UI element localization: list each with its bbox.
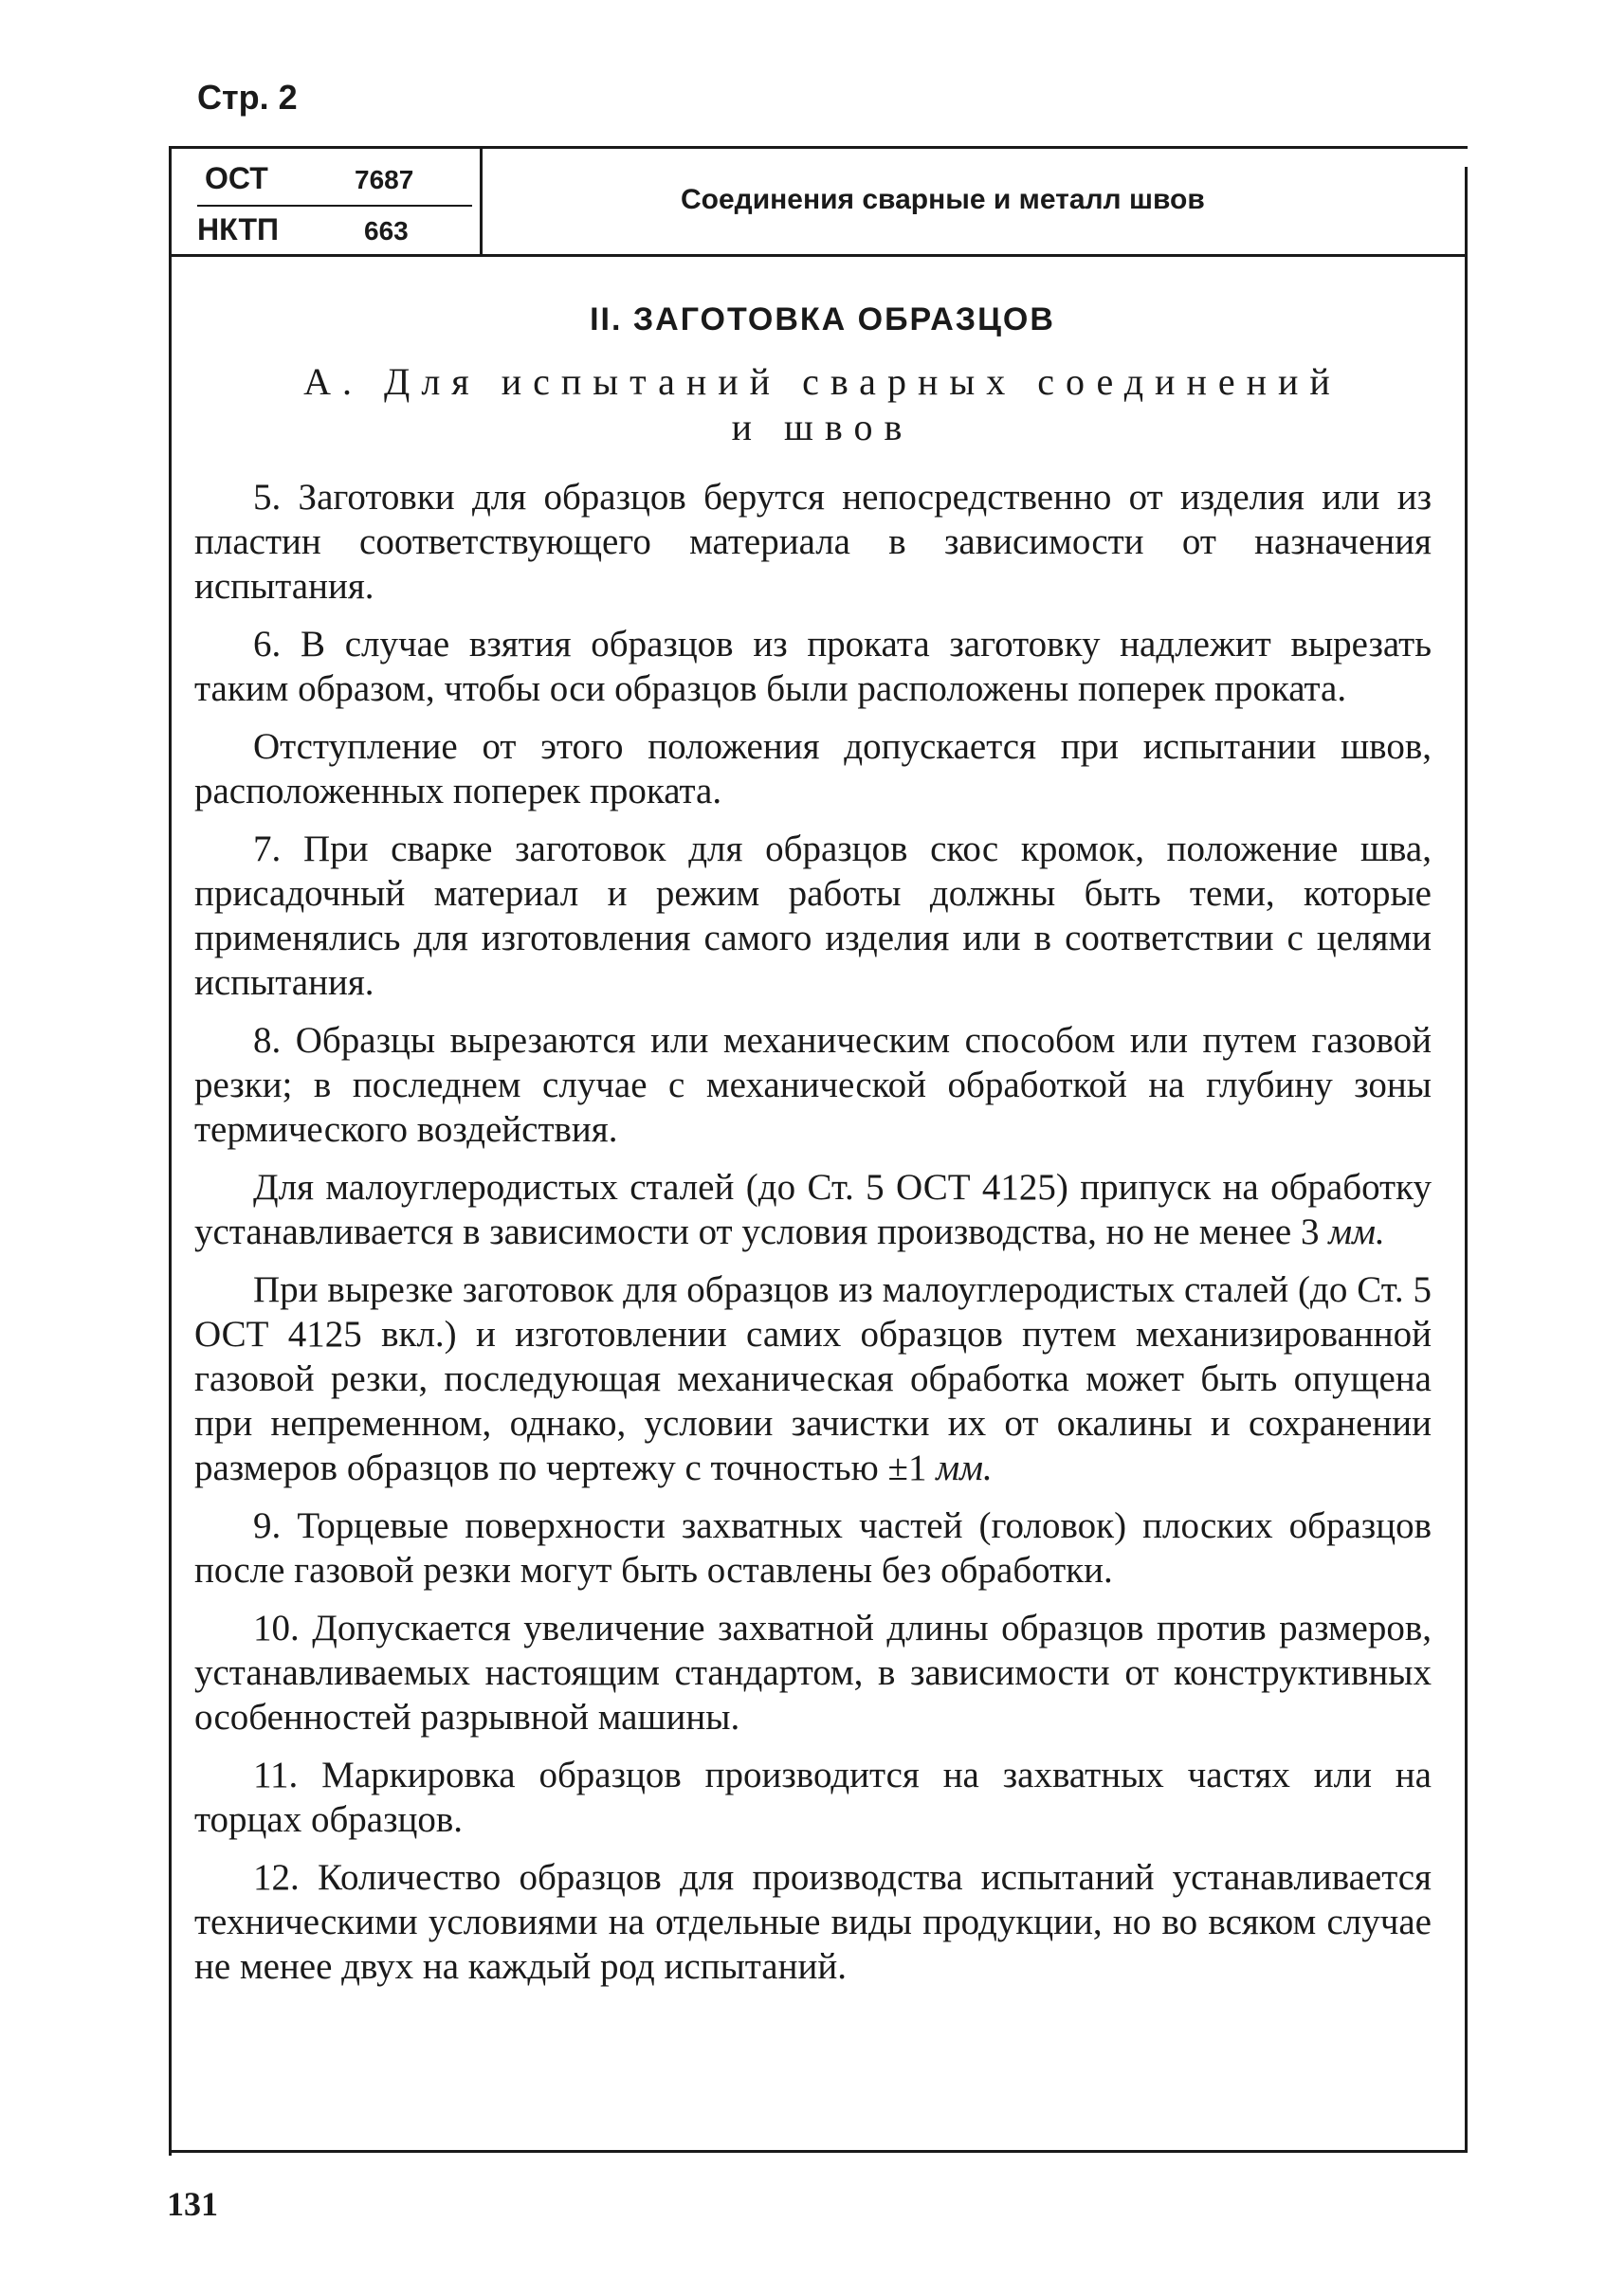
standard-number-top: 7687 bbox=[355, 165, 414, 194]
subsection-title-line1: А. Для испытаний сварных соединений bbox=[303, 360, 1341, 403]
frame-bottom-rule bbox=[169, 2150, 1468, 2153]
paragraph-11: 11. Маркировка образцов производится на захватных частях или на торцах образцов. bbox=[194, 1755, 1432, 1840]
header-divider bbox=[480, 146, 483, 254]
page-label: Стр. 2 bbox=[197, 78, 298, 117]
paragraph-6-note: Отступление от этого положения допускается при испытании швов, расположенных поперек проката. bbox=[194, 726, 1432, 811]
paragraph-12: 12. Количество образцов для производства испытаний устанавливается техническими условиями на отдельные виды продукции, но во всяком случае не менее двух на каждый род испытаний. bbox=[194, 1857, 1432, 1987]
paragraph-8: 8. Образцы вырезаются или механическим способом или путем газовой резки; в последнем случае с механической обработкой на глубину зоны термического воздействия. bbox=[194, 1020, 1432, 1150]
subsection-title-line2: и швов bbox=[731, 406, 914, 448]
document-body bbox=[194, 301, 1432, 2002]
allowance-text: Для малоуглеродистых сталей (до Ст. 5 ОСТ 4125) припуск на обработку устанавливается в зависимости от условия производства, но не менее 3 bbox=[194, 1167, 1432, 1252]
allowance-unit: мм. bbox=[1328, 1211, 1385, 1252]
paragraph-10: 10. Допускается увеличение захватной длины образцов против размеров, устанавливаемых настоящим стандартом, в зависимости от конструктивных особенностей разрывной машины. bbox=[194, 1608, 1432, 1738]
subsection-title bbox=[194, 359, 1432, 450]
frame-right-rule bbox=[1465, 167, 1468, 2150]
standard-title: Соединения сварные и металл швов bbox=[681, 184, 1205, 215]
gas-cutting-unit: мм. bbox=[936, 1448, 993, 1488]
paragraph-7: 7. При сварке заготовок для образцов скос кромок, положение шва, присадочный материал и режим работы должны быть теми, которые применялись для изготовления самого изделия или в соответствии с целями испытания. bbox=[194, 829, 1432, 1003]
page-number: 131 bbox=[167, 2185, 218, 2223]
standard-number-bottom: 663 bbox=[364, 216, 409, 246]
standard-fraction-rule bbox=[197, 205, 472, 207]
standard-designation bbox=[197, 161, 472, 246]
standard-org-bottom: НКТП bbox=[197, 212, 279, 246]
frame-top-rule bbox=[169, 146, 1468, 149]
frame-left-rule bbox=[169, 146, 172, 2156]
paragraph-6: 6. В случае взятия образцов из проката заготовку надлежит вырезать таким образом, чтобы оси образцов были расположены поперек проката. bbox=[194, 624, 1432, 709]
header-separator bbox=[169, 254, 1468, 257]
gas-cutting-text: При вырезке заготовок для образцов из малоуглеродистых сталей (до Ст. 5 ОСТ 4125 вкл.) и изготовлении самих образцов путем механизированной газовой резки, последующая механическая обработка может быть опущена при непременном, однако, условии зачистки их от окалины и сохранении размеров образцов по чертежу с точностью ±1 bbox=[194, 1269, 1432, 1488]
paragraph-9: 9. Торцевые поверхности захватных частей (головок) плоских образцов после газовой резки могут быть оставлены без обработки. bbox=[194, 1505, 1432, 1591]
section-title: II. ЗАГОТОВКА ОБРАЗЦОВ bbox=[590, 301, 1055, 337]
paragraph-8-allowance bbox=[194, 1165, 1432, 1254]
standard-org-top: ОСТ bbox=[205, 161, 268, 195]
paragraph-8-gas-cutting bbox=[194, 1267, 1432, 1490]
paragraph-5: 5. Заготовки для образцов берутся непосредственно от изделия или из пластин соответствующего материала в зависимости от назначения испытания. bbox=[194, 477, 1432, 607]
